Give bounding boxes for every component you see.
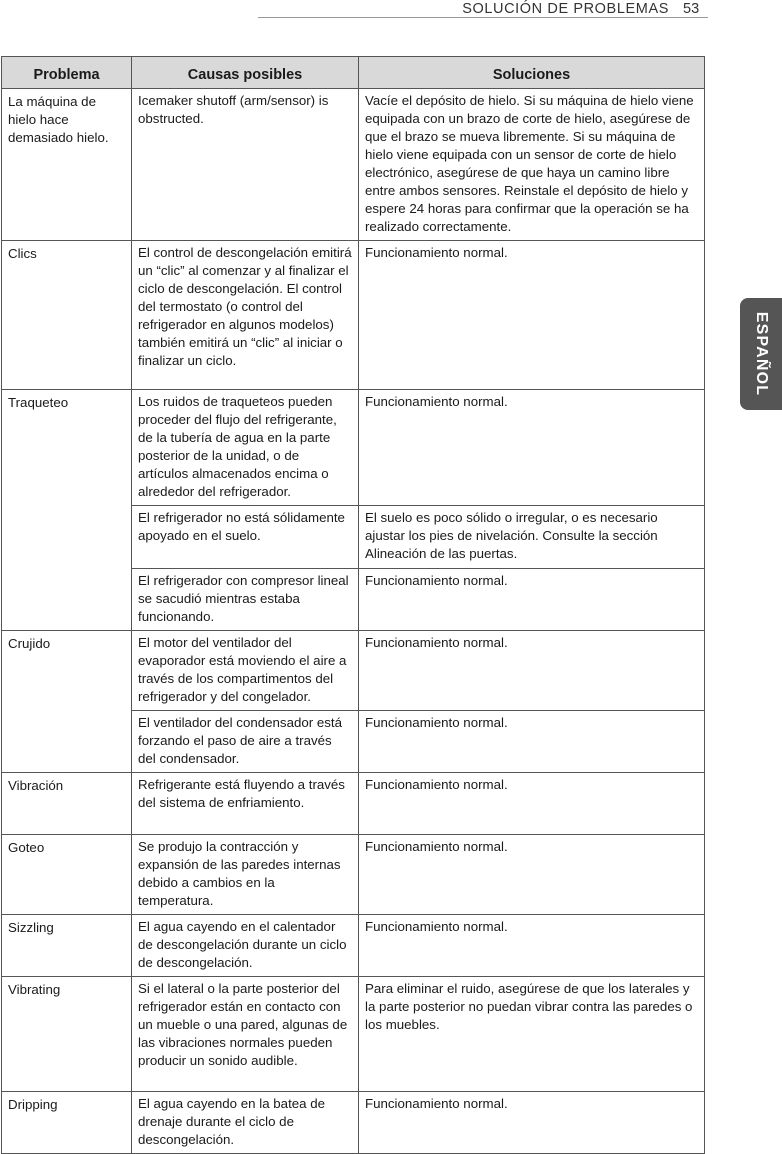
solution-cell: El suelo es poco sólido o irregular, o es necesario ajustar los pies de nivelación. Consulte la sección Alineación de las puertas. — [359, 506, 705, 569]
table-row — [2, 835, 705, 915]
table-row — [2, 977, 705, 1092]
language-tab — [740, 298, 782, 410]
troubleshooting-table — [1, 56, 705, 1154]
solution-cell: Funcionamiento normal. — [359, 390, 705, 506]
cause-cell: Icemaker shutoff (arm/sensor) is obstructed. — [132, 89, 359, 241]
language-tab-label: ESPAÑOL — [753, 311, 770, 397]
table-row — [2, 390, 705, 506]
cause-cell: El refrigerador con compresor lineal se sacudió mientras estaba funcionando. — [132, 569, 359, 631]
cause-cell: Si el lateral o la parte posterior del refrigerador están en contacto con un mueble o una pared, algunas de las vibraciones normales pueden producir un sonido audible. — [132, 977, 359, 1092]
table-row — [2, 89, 705, 241]
header-rule — [258, 17, 708, 18]
solution-cell: Vacíe el depósito de hielo. Si su máquina de hielo viene equipada con un brazo de corte de hielo, asegúrese de que el brazo se mueva libremente. Si su máquina de hielo viene equipada con un sensor de corte de hielo electrónico, asegúrese de que haya un camino libre entre ambos sensores. Reinstale el depósito de hielo y espere 24 horas para confirmar que la operación se ha realizado correctamente. — [359, 89, 705, 241]
solution-cell: Funcionamiento normal. — [359, 773, 705, 835]
cause-cell: El control de descongelación emitirá un “clic” al comenzar y al finalizar el ciclo de descongelación. El control del termostato (o control del refrigerador en algunos modelos) también emitirá un “clic” al iniciar o finalizar un ciclo. — [132, 241, 359, 390]
problem-cell: Vibrating — [2, 977, 132, 1092]
table-row — [2, 1092, 705, 1154]
cause-cell: El agua cayendo en la batea de drenaje durante el ciclo de descongelación. — [132, 1092, 359, 1154]
solution-cell: Funcionamiento normal. — [359, 569, 705, 631]
problem-cell: Crujido — [2, 631, 132, 773]
cause-cell: El agua cayendo en el calentador de descongelación durante un ciclo de descongelación. — [132, 915, 359, 977]
solution-cell: Funcionamiento normal. — [359, 711, 705, 773]
table-header-row — [2, 57, 705, 89]
solution-cell: Funcionamiento normal. — [359, 915, 705, 977]
solution-cell: Para eliminar el ruido, asegúrese de que los laterales y la parte posterior no puedan vibrar contra las paredes o los muebles. — [359, 977, 705, 1092]
solution-cell: Funcionamiento normal. — [359, 1092, 705, 1154]
cause-cell: El motor del ventilador del evaporador está moviendo el aire a través de los compartimentos del refrigerador y del congelador. — [132, 631, 359, 711]
page-number: 53 — [683, 1, 700, 17]
solution-cell: Funcionamiento normal. — [359, 241, 705, 390]
cause-cell: Los ruidos de traqueteos pueden proceder del flujo del refrigerante, de la tubería de agua en la parte posterior de la unidad, o de artículos almacenados encima o alrededor del refrigerador. — [132, 390, 359, 506]
column-header-problem: Problema — [2, 57, 132, 89]
solution-cell: Funcionamiento normal. — [359, 835, 705, 915]
problem-cell: Traqueteo — [2, 390, 132, 631]
cause-cell: Se produjo la contracción y expansión de las paredes internas debido a cambios en la temperatura. — [132, 835, 359, 915]
problem-cell: Sizzling — [2, 915, 132, 977]
column-header-causes: Causas posibles — [132, 57, 359, 89]
problem-cell: La máquina de hielo hace demasiado hielo. — [2, 89, 132, 241]
problem-cell: Clics — [2, 241, 132, 390]
table-row — [2, 773, 705, 835]
table-row — [2, 631, 705, 711]
problem-cell: Vibración — [2, 773, 132, 835]
table-row — [2, 241, 705, 390]
cause-cell: El ventilador del condensador está forzando el paso de aire a través del condensador. — [132, 711, 359, 773]
section-title: SOLUCIÓN DE PROBLEMAS — [462, 1, 669, 17]
solution-cell: Funcionamiento normal. — [359, 631, 705, 711]
column-header-solutions: Soluciones — [359, 57, 705, 89]
cause-cell: Refrigerante está fluyendo a través del sistema de enfriamiento. — [132, 773, 359, 835]
problem-cell: Goteo — [2, 835, 132, 915]
table-row — [2, 915, 705, 977]
problem-cell: Dripping — [2, 1092, 132, 1154]
cause-cell: El refrigerador no está sólidamente apoyado en el suelo. — [132, 506, 359, 569]
